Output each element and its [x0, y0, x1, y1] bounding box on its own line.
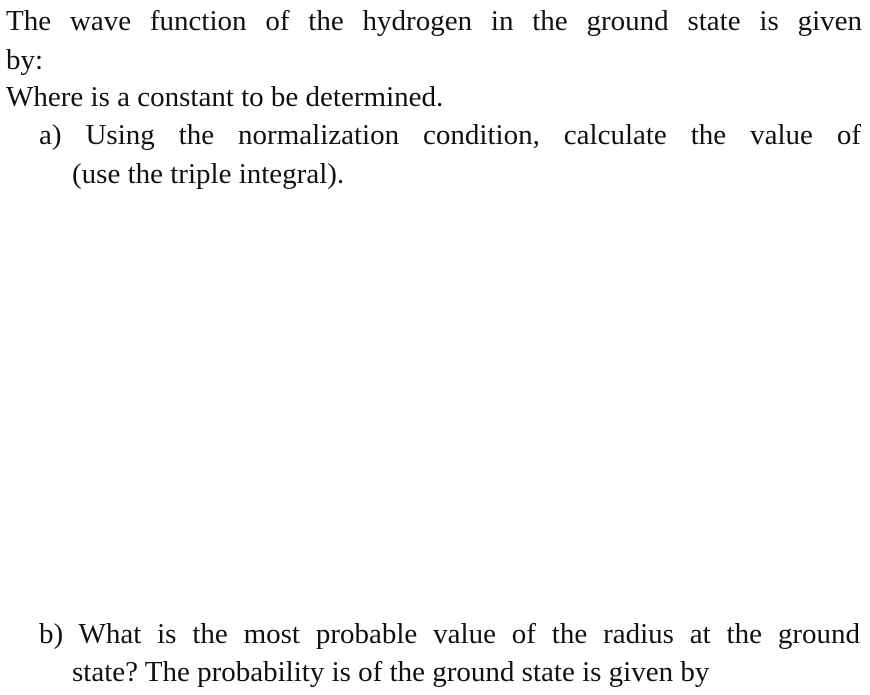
part-a-question-line-2: (use the triple integral).: [72, 158, 345, 190]
part-b-question-line-1: b) What is the most probable value of the radius at the ground: [39, 618, 860, 650]
intro-line-2: by:: [6, 44, 44, 76]
intro-line-1: The wave function of the hydrogen in the ground state is given: [6, 5, 862, 37]
part-b-question-line-2: state? The probability is of the ground state is given by: [72, 656, 710, 688]
part-a-question-line-1: a) Using the normalization condition, calculate the value of: [39, 119, 861, 151]
intro-line-3: Where is a constant to be determined.: [6, 81, 444, 113]
